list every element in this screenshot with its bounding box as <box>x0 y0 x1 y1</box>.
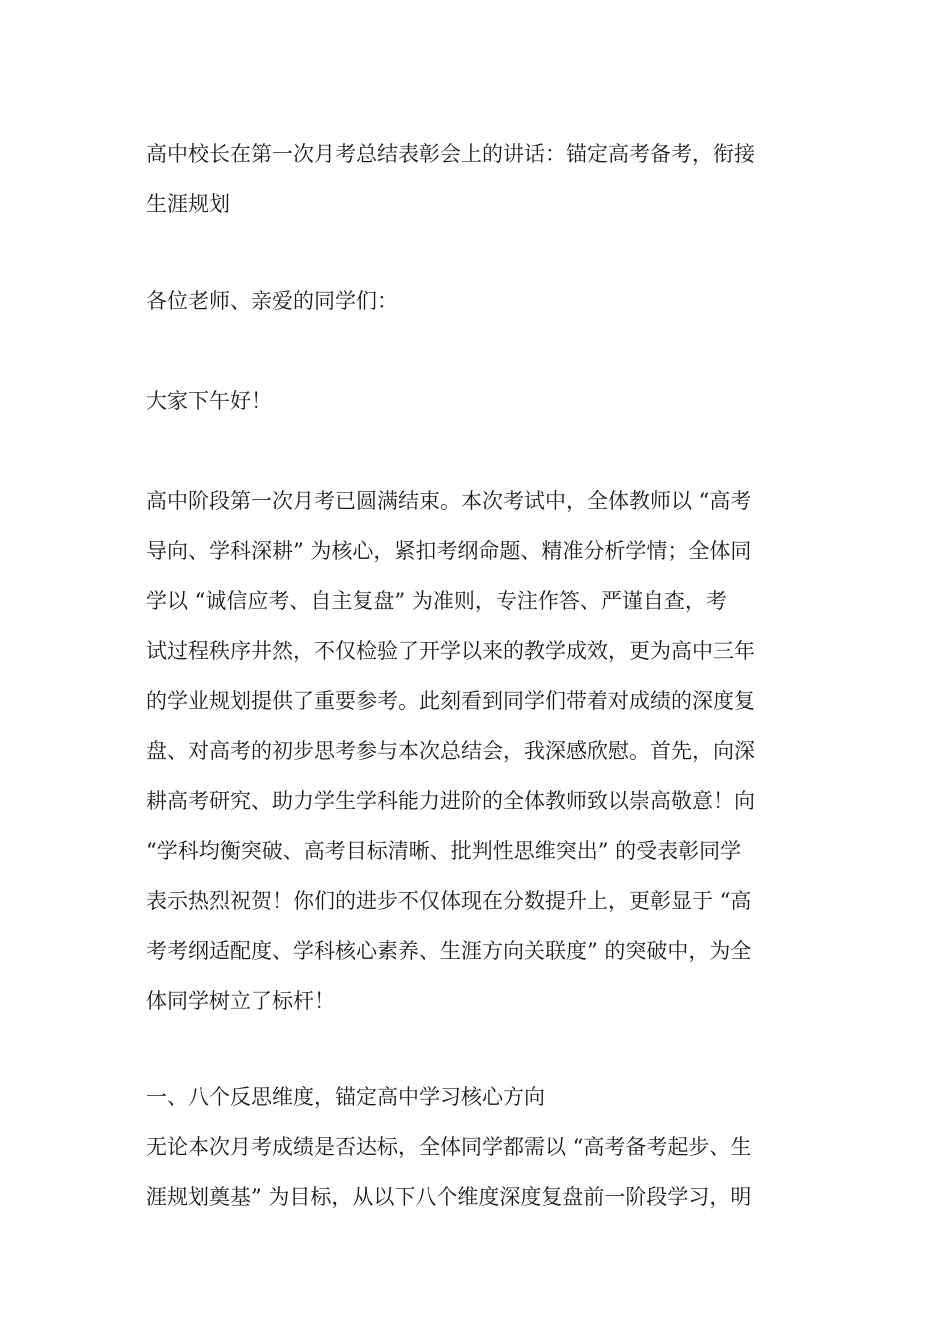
paragraph-line: 导向、学科深耕” 为核心，紧扣考纲命题、精准分析学情；全体同 <box>146 539 752 563</box>
paragraph-line: 无论本次月考成绩是否达标，全体同学都需以 “高考备考起步、生 <box>146 1135 752 1159</box>
salutation <box>146 276 806 326</box>
title-line: 生涯规划 <box>146 192 230 216</box>
section-heading <box>146 1072 806 1122</box>
section-heading-text: 一、八个反思维度，锚定高中学习核心方向 <box>146 1085 545 1109</box>
paragraph-line: 考考纲适配度、学科核心素养、生涯方向关联度” 的突破中，为全 <box>146 939 752 963</box>
paragraph-line: 试过程秩序井然，不仅检验了开学以来的教学成效，更为高中三年 <box>146 639 755 663</box>
paragraph-line: 涯规划奠基” 为目标，从以下八个维度深度复盘前一阶段学习，明 <box>146 1185 752 1209</box>
salutation-text: 各位老师、亲爱的同学们： <box>146 289 398 313</box>
paragraph-line: 高中阶段第一次月考已圆满结束。本次考试中，全体教师以 “高考 <box>146 489 752 513</box>
paragraph-opening <box>146 476 806 1026</box>
paragraph-line: 体同学树立了标杆！ <box>146 989 335 1013</box>
paragraph-section1 <box>146 1122 806 1222</box>
greeting <box>146 376 806 426</box>
title-line: 高中校长在第一次月考总结表彰会上的讲话：锚定高考备考，衔接 <box>146 142 755 166</box>
paragraph-line: 耕高考研究、助力学生学科能力进阶的全体教师致以崇高敬意！向 <box>146 789 755 813</box>
paragraph-line: 学以 “诚信应考、自主复盘” 为准则，专注作答、严谨自查，考 <box>146 589 727 613</box>
paragraph-line: 的学业规划提供了重要参考。此刻看到同学们带着对成绩的深度复 <box>146 689 755 713</box>
paragraph-line: 盘、对高考的初步思考参与本次总结会，我深感欣慰。首先，向深 <box>146 739 755 763</box>
document-title <box>146 129 806 229</box>
paragraph-line: 表示热烈祝贺！你们的进步不仅体现在分数提升上，更彰显于 “高 <box>146 889 752 913</box>
greeting-text: 大家下午好！ <box>146 389 272 413</box>
paragraph-line: “学科均衡突破、高考目标清晰、批判性思维突出” 的受表彰同学 <box>146 839 742 863</box>
